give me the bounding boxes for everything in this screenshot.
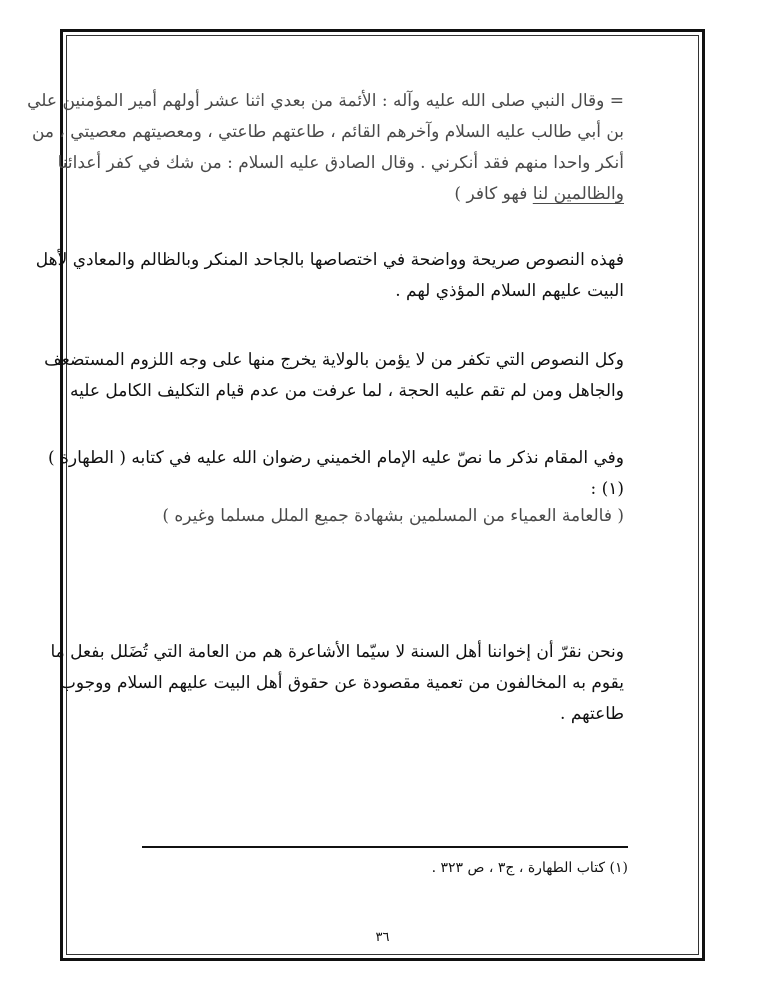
paragraph-2-line-2: البيت عليهم السلام المؤذي لهم . [395, 281, 624, 301]
footnote-divider [142, 846, 628, 848]
paragraph-2 [35, 245, 624, 307]
paragraph-3-line-1: وكل النصوص التي تكفر من لا يؤمن بالولاية يخرج منها على وجه اللزوم المستضعف [44, 350, 624, 370]
footnote-reference: (١) : [590, 479, 624, 499]
paragraph-3 [44, 345, 624, 407]
paragraph-3-line-2: والجاهل ومن لم تقم عليه الحجة ، لما عرفت من عدم قيام التكليف الكامل عليه . [59, 381, 624, 401]
paragraph-2-line-1: فهذه النصوص صريحة وواضحة في اختصاصها بالجاحد المنكر وبالظالم والمعادي لأهل [35, 250, 624, 270]
paragraph-1 [27, 86, 624, 210]
paragraph-1-line-4-rest: فهو كافر ) [454, 184, 533, 204]
paragraph-1-line-3: أنكر واحدا منهم فقد أنكرني . وقال الصادق عليه السلام : من شك في كفر أعدائنا [57, 153, 624, 173]
paragraph-4 [47, 443, 624, 532]
paragraph-1-line-1: = وقال النبي صلى الله عليه وآله : الأئمة من بعدي اثنا عشر أولهم أمير المؤمنين علي [27, 91, 624, 111]
paragraph-1-line-4 [140, 179, 624, 210]
page-number: ٣٦ [375, 930, 390, 945]
footnote: (١) كتاب الطهارة ، ج٣ ، ص ٣٢٣ . [431, 860, 628, 876]
paragraph-4-line-1: وفي المقام نذكر ما نصّ عليه الإمام الخميني رضوان الله عليه في كتابه ( الطهارة ) [47, 448, 624, 468]
underlined-phrase: والظالمين لنا [532, 184, 624, 204]
paragraph-1-line-2: بن أبي طالب عليه السلام وآخرهم القائم ، طاعتهم طاعتي ، ومعصيتهم معصيتي ، من [31, 122, 624, 142]
quoted-text: ( فالعامة العمياء من المسلمين بشهادة جميع الملل مسلما وغيره ) [162, 506, 624, 526]
paragraph-5 [50, 637, 624, 730]
paragraph-5-line-2: يقوم به المخالفون من تعمية مقصودة عن حقوق أهل البيت عليهم السلام ووجوب [59, 673, 624, 693]
paragraph-5-line-1: ونحن نقرّ أن إخواننا أهل السنة لا سيّما الأشاعرة هم من العامة التي تُضَلل بفعل ما [50, 642, 624, 662]
paragraph-5-line-3: طاعتهم . [560, 704, 624, 724]
